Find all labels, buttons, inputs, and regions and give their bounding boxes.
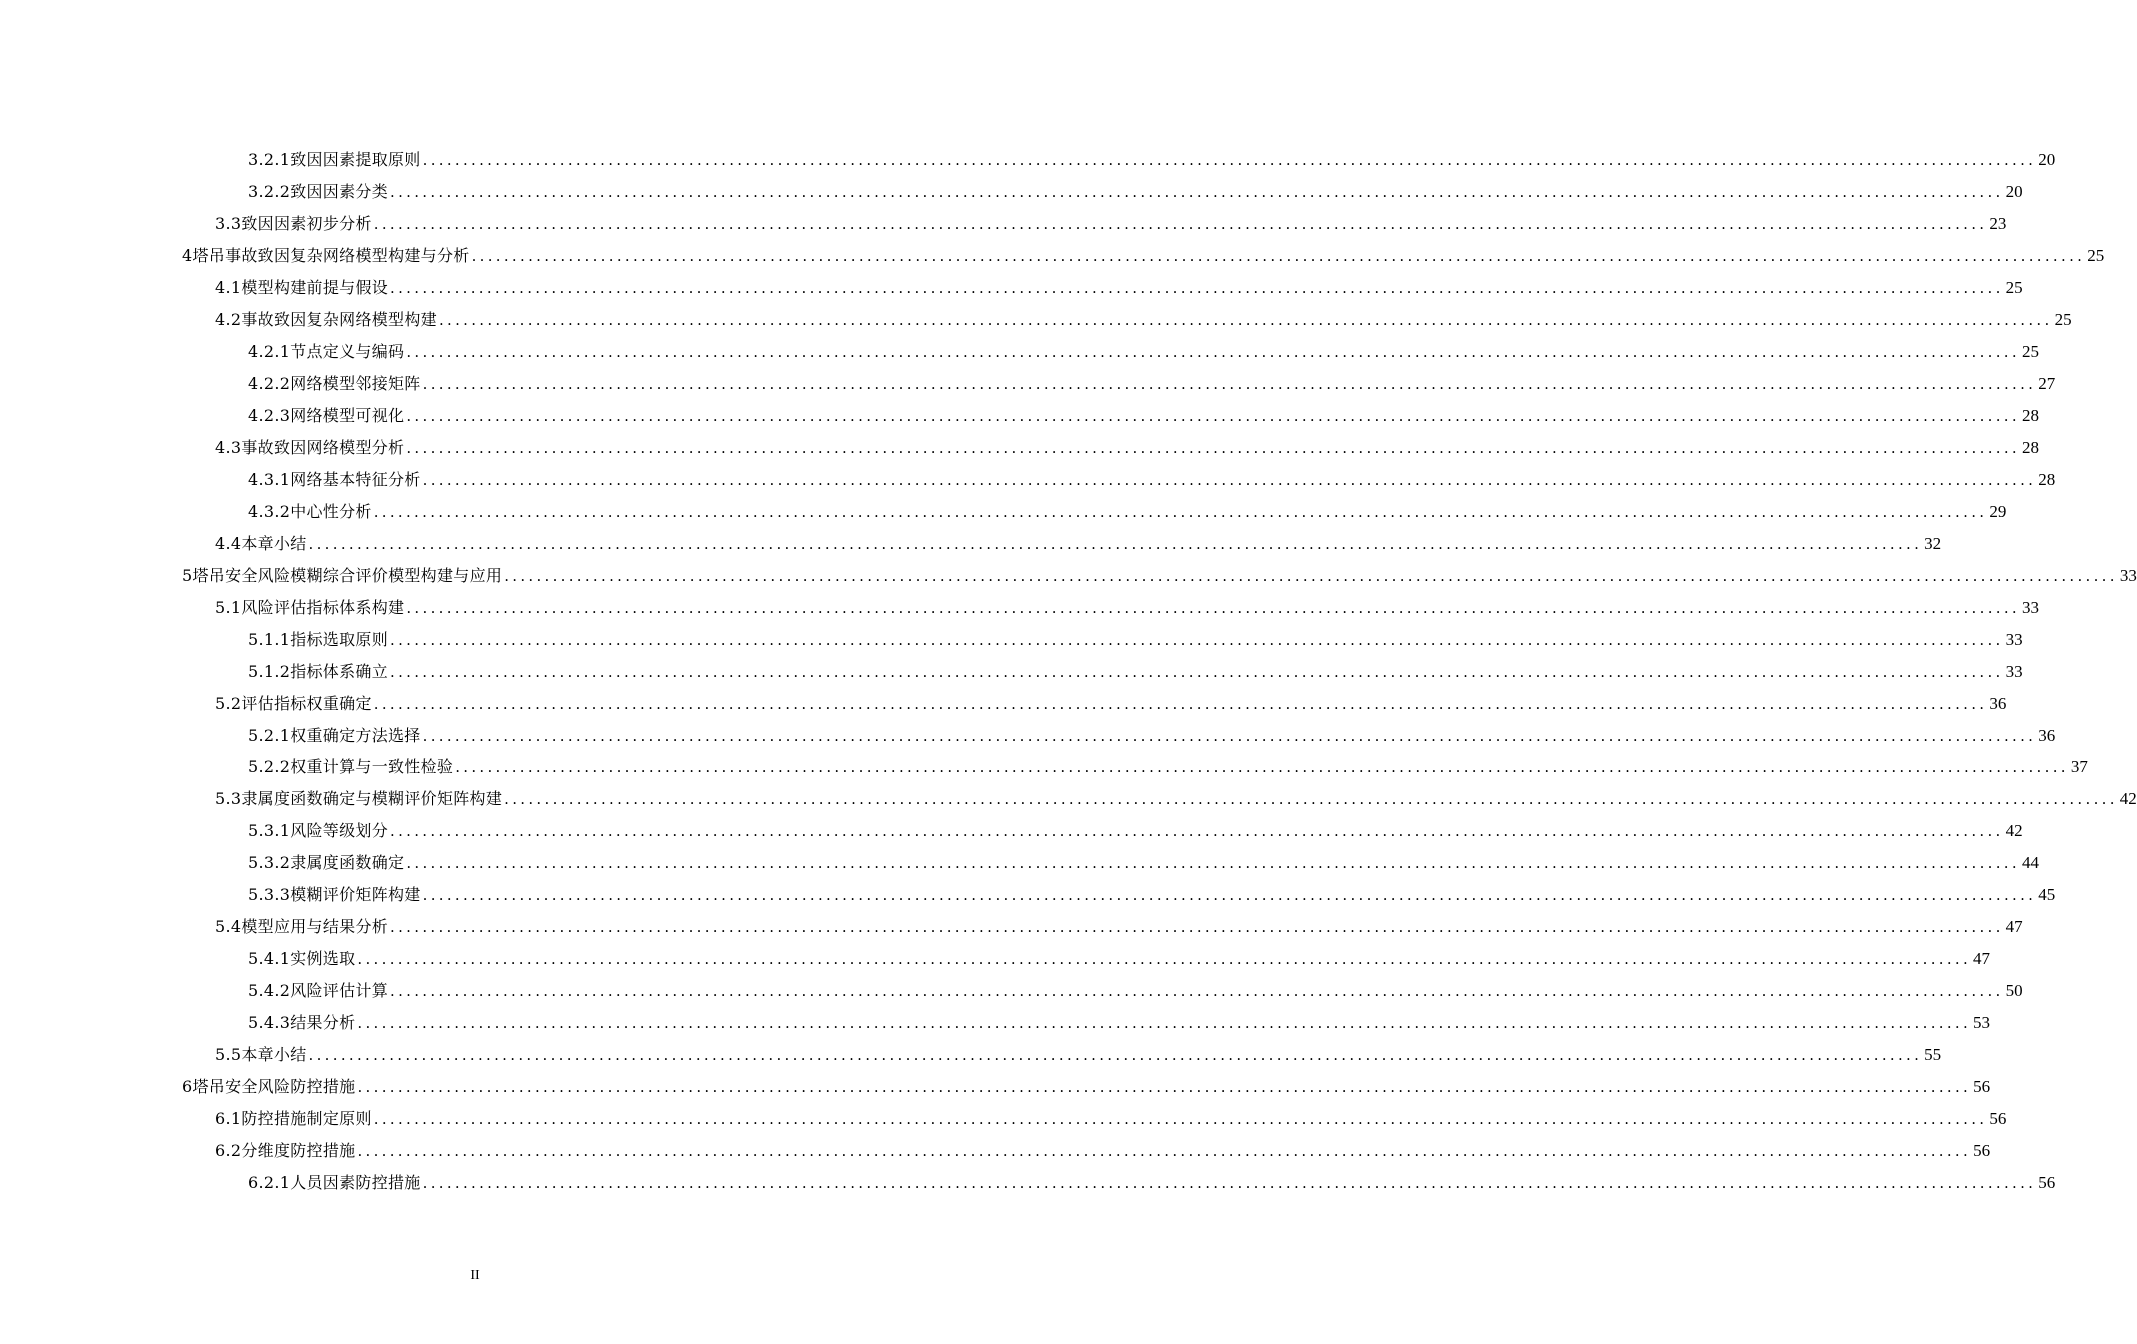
- toc-dot-leader: ........................................................................................................................................................................................................: [422, 1174, 2037, 1192]
- toc-entry[interactable]: [182, 1073, 1991, 1097]
- toc-entry[interactable]: [215, 434, 2039, 458]
- toc-entry-page: 45: [2038, 885, 2056, 905]
- toc-entry[interactable]: [248, 402, 2039, 426]
- toc-dot-leader: ........................................................................................................................................................................................................: [471, 246, 2086, 265]
- toc-entry[interactable]: [248, 626, 2023, 650]
- toc-entry[interactable]: [215, 1041, 1942, 1065]
- toc-entry-page: 33: [2005, 661, 2023, 681]
- toc-entry-page: 32: [1924, 533, 1942, 553]
- toc-entry[interactable]: [248, 338, 2039, 362]
- toc-entry-page: 56: [1973, 1141, 1991, 1161]
- toc-entry[interactable]: [248, 146, 2056, 170]
- toc-entry[interactable]: [248, 945, 1991, 969]
- toc-dot-leader: ........................................................................................................................................................................................................: [308, 1046, 1923, 1065]
- toc-entry-title: 5.3.3模糊评价矩阵构建: [248, 885, 421, 905]
- toc-entry-page: 28: [2021, 405, 2039, 425]
- toc-dot-leader: ........................................................................................................................................................................................................: [373, 1110, 1988, 1129]
- toc-entry[interactable]: [248, 1169, 2056, 1193]
- toc-entry-page: 28: [2038, 469, 2056, 489]
- toc-dot-leader: ........................................................................................................................................................................................................: [357, 1014, 1972, 1033]
- toc-dot-leader: ........................................................................................................................................................................................................: [406, 854, 2020, 873]
- toc-entry[interactable]: [248, 817, 2023, 841]
- toc-entry-title: 5.2.2权重计算与一致性检验: [248, 757, 454, 777]
- toc-entry[interactable]: [215, 594, 2039, 618]
- toc-entry[interactable]: [215, 210, 2007, 234]
- toc-entry[interactable]: [248, 178, 2023, 202]
- toc-entry-page: 33: [2021, 597, 2039, 617]
- toc-dot-leader: ........................................................................................................................................................................................................: [422, 470, 2037, 489]
- toc-entry-page: 25: [2054, 309, 2072, 329]
- toc-entry-title: 5.4.3结果分析: [248, 1013, 356, 1033]
- toc-entry[interactable]: [248, 849, 2039, 873]
- toc-entry-page: 47: [2005, 917, 2023, 937]
- toc-dot-leader: ........................................................................................................................................................................................................: [390, 630, 2004, 649]
- page-number: II: [470, 1268, 480, 1283]
- toc-entry[interactable]: [248, 753, 2088, 777]
- toc-entry-page: 56: [1989, 1109, 2007, 1129]
- toc-entry[interactable]: [248, 658, 2023, 682]
- toc-entry-title: 6.2分维度防控措施: [215, 1141, 356, 1161]
- toc-entry[interactable]: [215, 530, 1942, 554]
- toc-dot-leader: ........................................................................................................................................................................................................: [406, 598, 2020, 617]
- toc-entry[interactable]: [215, 913, 2023, 937]
- toc-entry[interactable]: [215, 785, 2137, 809]
- toc-entry-title: 4.2.1节点定义与编码: [248, 341, 405, 361]
- toc-entry-page: 36: [1989, 693, 2007, 713]
- toc-dot-leader: ........................................................................................................................................................................................................: [504, 790, 2118, 809]
- toc-entry[interactable]: [215, 306, 2072, 330]
- toc-entry[interactable]: [248, 977, 2023, 1001]
- toc-entry-page: 23: [1989, 213, 2007, 233]
- toc-entry-title: 4.3事故致因网络模型分析: [215, 437, 405, 457]
- toc-entry-page: 29: [1989, 501, 2007, 521]
- toc-dot-leader: ........................................................................................................................................................................................................: [422, 726, 2037, 745]
- toc-entry[interactable]: [248, 1009, 1991, 1033]
- toc-entry-page: 37: [2070, 757, 2088, 777]
- toc-entry-title: 5.1.2指标体系确立: [248, 661, 389, 681]
- toc-entry-page: 50: [2005, 981, 2023, 1001]
- toc-entry-page: 33: [2119, 565, 2137, 585]
- toc-dot-leader: ........................................................................................................................................................................................................: [390, 662, 2004, 681]
- toc-entry-page: 55: [1924, 1045, 1942, 1065]
- toc-entry-page: 56: [1973, 1077, 1991, 1097]
- toc-entry-title: 6.1防控措施制定原则: [215, 1109, 372, 1129]
- toc-dot-leader: ........................................................................................................................................................................................................: [422, 886, 2037, 905]
- toc-entry-page: 42: [2119, 789, 2137, 809]
- toc-entry-title: 5.1.1指标选取原则: [248, 629, 389, 649]
- toc-entry-page: 25: [2005, 277, 2023, 297]
- toc-entry-title: 5.5本章小结: [215, 1045, 307, 1065]
- toc-dot-leader: ........................................................................................................................................................................................................: [455, 758, 2069, 777]
- toc-entry[interactable]: [215, 690, 2007, 714]
- toc-entry-title: 5.4模型应用与结果分析: [215, 917, 389, 937]
- toc-entry[interactable]: [248, 722, 2056, 746]
- toc-entry-page: 36: [2038, 725, 2056, 745]
- toc-entry-page: 44: [2021, 853, 2039, 873]
- toc-entry-title: 5.3.1风险等级划分: [248, 821, 389, 841]
- toc-entry[interactable]: [215, 274, 2023, 298]
- toc-entry-title: 3.3致因因素初步分析: [215, 213, 372, 233]
- toc-entry[interactable]: [248, 370, 2056, 394]
- toc-dot-leader: ........................................................................................................................................................................................................: [390, 183, 2004, 201]
- toc-dot-leader: ........................................................................................................................................................................................................: [357, 950, 1972, 969]
- toc-dot-leader: ........................................................................................................................................................................................................: [406, 406, 2020, 425]
- toc-entry-title: 4.3.2中心性分析: [248, 501, 372, 521]
- toc-entry-title: 3.2.2致因因素分类: [248, 182, 389, 201]
- toc-dot-leader: ........................................................................................................................................................................................................: [357, 1142, 1972, 1161]
- toc-entry-title: 4.2.2网络模型邻接矩阵: [248, 373, 421, 393]
- toc-entry-title: 5.4.1实例选取: [248, 949, 356, 969]
- toc-dot-leader: ........................................................................................................................................................................................................: [504, 566, 2118, 585]
- toc-entry-page: 47: [1973, 949, 1991, 969]
- toc-entry-page: 27: [2038, 373, 2056, 393]
- toc-entry[interactable]: [248, 466, 2056, 490]
- toc-entry-page: 25: [2021, 341, 2039, 361]
- toc-entry-page: 42: [2005, 821, 2023, 841]
- toc-entry-page: 53: [1973, 1013, 1991, 1033]
- toc-entry-title: 4.3.1网络基本特征分析: [248, 469, 421, 489]
- toc-entry-page: 28: [2021, 437, 2039, 457]
- toc-dot-leader: ........................................................................................................................................................................................................: [390, 982, 2004, 1001]
- toc-entry-title: 5.1风险评估指标体系构建: [215, 597, 405, 617]
- toc-dot-leader: ........................................................................................................................................................................................................: [308, 534, 1923, 553]
- toc-entry[interactable]: [248, 498, 2007, 522]
- toc-entry-page: 25: [2087, 245, 2105, 265]
- toc-entry-page: 20: [2005, 182, 2023, 201]
- toc-dot-leader: ........................................................................................................................................................................................................: [390, 918, 2004, 937]
- toc-dot-leader: ........................................................................................................................................................................................................: [390, 822, 2004, 841]
- toc-entry-page: 33: [2005, 629, 2023, 649]
- toc-dot-leader: ........................................................................................................................................................................................................: [373, 502, 1988, 521]
- toc-entry-title: 4塔吊事故致因复杂网络模型构建与分析: [182, 245, 470, 265]
- toc-entry-title: 3.2.1致因因素提取原则: [248, 150, 421, 169]
- toc-dot-leader: ........................................................................................................................................................................................................: [390, 278, 2004, 297]
- toc-entry-page: 20: [2038, 150, 2056, 169]
- toc-entry-title: 5塔吊安全风险模糊综合评价模型构建与应用: [182, 565, 503, 585]
- toc-entry-title: 5.3隶属度函数确定与模糊评价矩阵构建: [215, 789, 503, 809]
- toc-dot-leader: ........................................................................................................................................................................................................: [406, 438, 2020, 457]
- toc-entry[interactable]: [182, 242, 2105, 266]
- toc-entry-title: 6.2.1人员因素防控措施: [248, 1173, 421, 1192]
- toc-entry-title: 4.1模型构建前提与假设: [215, 277, 389, 297]
- toc-entry-title: 4.4本章小结: [215, 533, 307, 553]
- toc-dot-leader: ........................................................................................................................................................................................................: [373, 694, 1988, 713]
- toc-entry[interactable]: [248, 881, 2056, 905]
- toc-entry[interactable]: [215, 1105, 2007, 1129]
- toc-entry-title: 5.4.2风险评估计算: [248, 981, 389, 1001]
- toc-entry-title: 4.2事故致因复杂网络模型构建: [215, 309, 437, 329]
- toc-dot-leader: ........................................................................................................................................................................................................: [422, 374, 2037, 393]
- toc-dot-leader: ........................................................................................................................................................................................................: [357, 1078, 1972, 1097]
- toc-entry-page: 56: [2038, 1173, 2056, 1192]
- toc-entry-title: 6塔吊安全风险防控措施: [182, 1077, 356, 1097]
- toc-entry-title: 5.3.2隶属度函数确定: [248, 853, 405, 873]
- toc-entry-title: 4.2.3网络模型可视化: [248, 405, 405, 425]
- toc-dot-leader: ........................................................................................................................................................................................................: [406, 342, 2020, 361]
- toc-entry-title: 5.2.1权重确定方法选择: [248, 725, 421, 745]
- toc-entry-title: 5.2评估指标权重确定: [215, 693, 372, 713]
- toc-entry[interactable]: [182, 562, 2137, 586]
- toc-dot-leader: ........................................................................................................................................................................................................: [438, 310, 2053, 329]
- toc-dot-leader: ........................................................................................................................................................................................................: [422, 151, 2037, 169]
- toc-dot-leader: ........................................................................................................................................................................................................: [373, 214, 1988, 233]
- toc-entry[interactable]: [215, 1137, 1991, 1161]
